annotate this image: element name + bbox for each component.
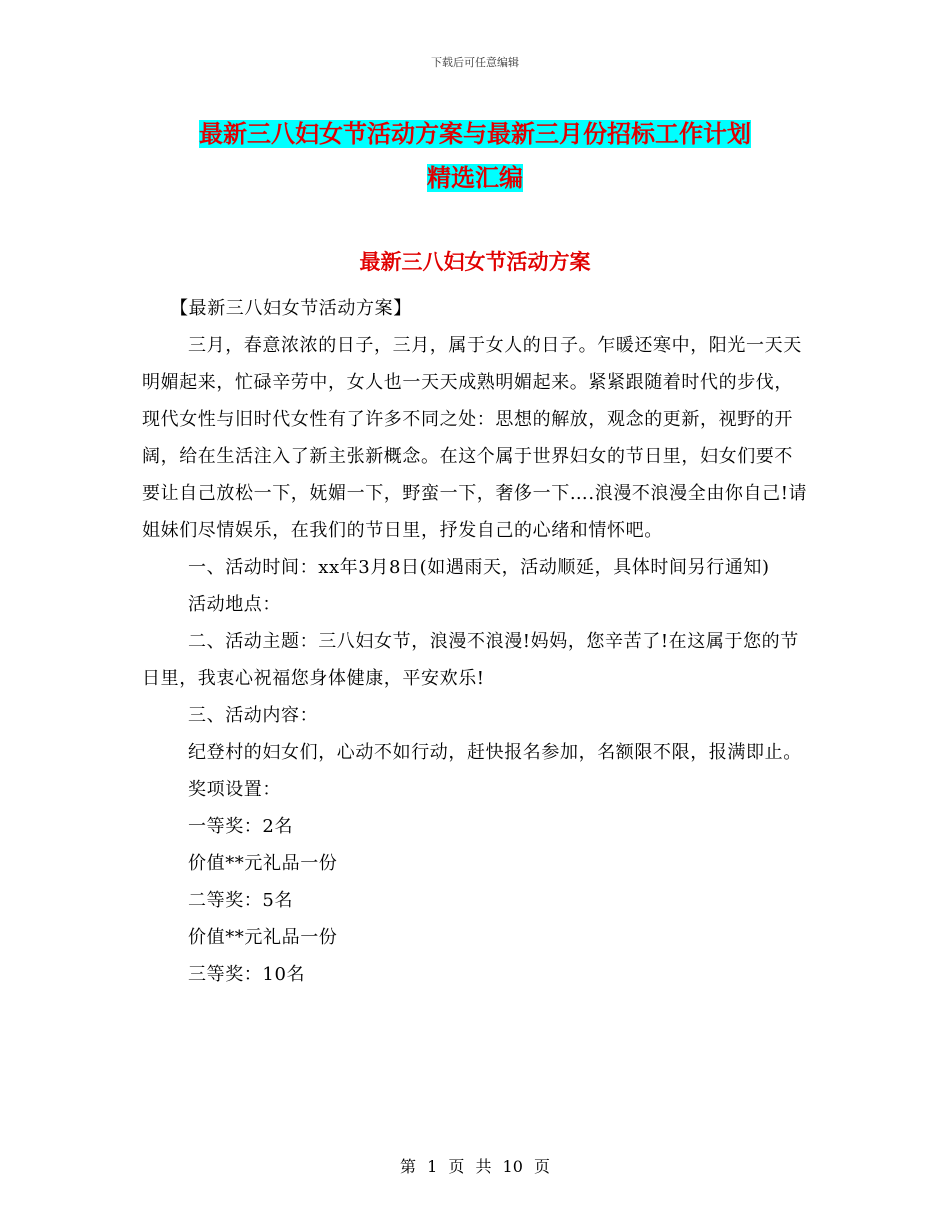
paragraph: 【最新三八妇女节活动方案】	[170, 298, 412, 319]
page-number-footer: 第 1 页 共 10 页	[400, 1157, 550, 1176]
paragraph: 纪登村的妇女们，心动不如行动，赶快报名参加，名额限不限，报满即止。	[188, 742, 802, 763]
paragraph: 奖项设置：	[188, 779, 281, 800]
paragraph: 三等奖：10名	[188, 964, 306, 985]
paragraph: 一、活动时间：xx年3月8日(如遇雨天，活动顺延，具体时间另行通知)	[188, 557, 770, 578]
paragraph: 活动地点：	[188, 594, 281, 615]
document-title-line1: 最新三八妇女节活动方案与最新三月份招标工作计划	[199, 120, 751, 148]
header-note: 下载后可任意编辑	[431, 56, 519, 69]
paragraph: 三、活动内容：	[188, 705, 319, 726]
paragraph: 三月，春意浓浓的日子，三月，属于女人的日子。乍暖还寒中，阳光一天天明媚起来，忙碌辛劳中，女人也一天天成熟明媚起来。紧紧跟随着时代的步伐，现代女性与旧时代女性有了许多不同之处：思想的解放，观念的更新，视野的开阔，给在生活注入了新主张新概念。在这个属于世界妇女的节日里，妇女们要不要让自己放松一下，妩媚一下，野蛮一下，奢侈一下….浪漫不浪漫全由你自己!请姐妹们尽情娱乐，在我们的节日里，抒发自己的心绪和情怀吧。	[142, 335, 808, 541]
paragraph: 二等奖：5名	[188, 890, 294, 911]
document-title-line2: 精选汇编	[427, 164, 523, 192]
paragraph: 价值**元礼品一份	[188, 853, 338, 874]
document-title	[0, 112, 950, 200]
paragraph: 二、活动主题：三八妇女节，浪漫不浪漫!妈妈，您辛苦了!在这属于您的节日里，我衷心祝福您身体健康，平安欢乐!	[142, 631, 799, 689]
section-title: 最新三八妇女节活动方案	[359, 250, 591, 274]
document-body	[142, 290, 808, 993]
paragraph: 一等奖：2名	[188, 816, 294, 837]
paragraph: 价值**元礼品一份	[188, 927, 338, 948]
